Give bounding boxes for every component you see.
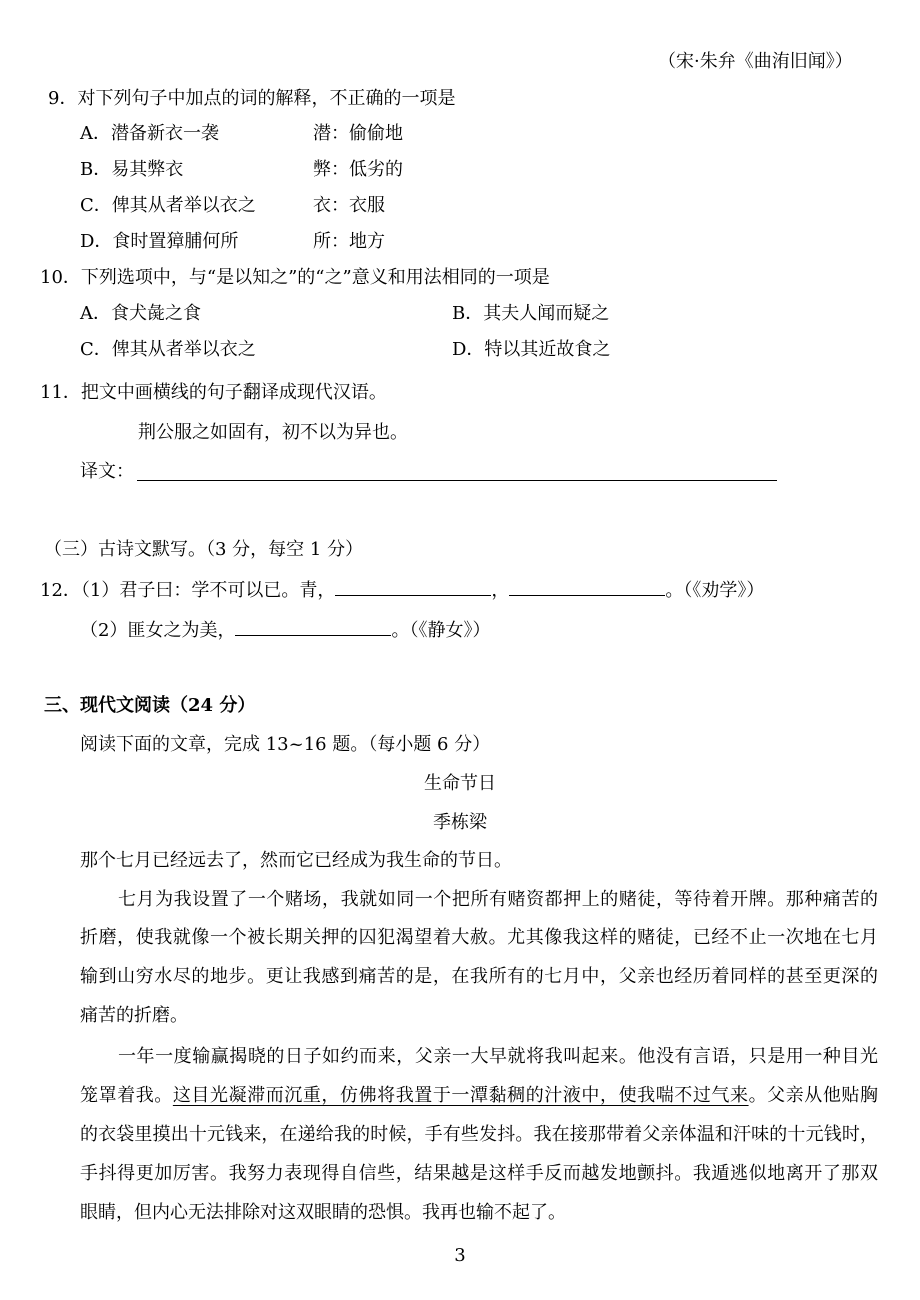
underlined-sentence: 这目光凝滞而沉重，仿佛将我置于一潭黏稠的汁液中，使我喘不过气来: [172, 1085, 749, 1106]
part-3-heading: 三、现代文阅读（24 分）: [44, 695, 256, 716]
article-author: 季栋梁: [433, 812, 487, 833]
q9-gloss-c: 衣：衣服: [313, 195, 385, 216]
q9-gloss-d: 所：地方: [313, 231, 385, 252]
section-3-heading: （三）古诗文默写。（3 分，每空 1 分）: [44, 539, 364, 560]
page-number: 3: [454, 1245, 466, 1266]
q10-option-d: D．特以其近故食之: [452, 339, 611, 360]
q10-option-c: C．俾其从者举以衣之: [80, 339, 256, 360]
q10-option-b: B．其夫人闻而疑之: [452, 303, 610, 324]
article-p2-line-1: 七月为我设置了一个赌场，我就如同一个把所有赌资都押上的赌徒，等待着开牌。那种痛苦的: [118, 889, 878, 910]
q12-p1-start: 12．（1）君子曰：学不可以已。青，: [40, 580, 336, 601]
article-p2-line-4: 痛苦的折磨。: [80, 1005, 188, 1026]
q9-gloss-b: 弊：低劣的: [313, 159, 403, 180]
article-p3-line-3: 的衣袋里摸出十元钱来，在递给我的时候，手有些发抖。我在接那带着父亲体温和汗味的十元钱时，: [80, 1124, 878, 1145]
q12-comma: ，: [491, 580, 510, 601]
article-title: 生命节日: [424, 773, 496, 794]
q9-option-d: D．食时置獐脯何所: [80, 231, 239, 252]
source-citation: （宋·朱弁《曲洧旧闻》）: [658, 51, 853, 72]
article-p3-line-1: 一年一度输赢揭晓的日子如约而来，父亲一大早就将我叫起来。他没有言语，只是用一种目光: [118, 1046, 878, 1067]
article-p2-line-3: 输到山穷水尽的地步。更让我感到痛苦的是，在我所有的七月中，父亲也经历着同样的甚至更深的: [80, 966, 878, 987]
question-12-part-1: [40, 577, 764, 603]
article-paragraph-1: 那个七月已经远去了，然而它已经成为我生命的节日。: [80, 850, 512, 871]
q9-gloss-a: 潜：偷偷地: [313, 123, 403, 144]
article-p2-line-2: 折磨，使我就像一个被长期关押的囚犯渴望着大赦。尤其像我这样的赌徒，已经不止一次地在七月: [80, 927, 878, 948]
q12-p2-start: （2）匪女之为美，: [80, 620, 236, 641]
q12-p1-end: 。（《劝学》）: [665, 580, 765, 601]
reading-instruction: 阅读下面的文章，完成 13~16 题。（每小题 6 分）: [80, 734, 491, 755]
q10-option-a: A．食犬彘之食: [80, 303, 201, 324]
q12-blank-3[interactable]: [235, 617, 391, 636]
article-p3-line-5: 眼睛，但内心无法排除对这双眼睛的恐惧。我再也输不起了。: [80, 1202, 566, 1223]
q11-answer-label: 译文：: [80, 461, 134, 482]
q11-sentence: 荆公服之如固有，初不以为异也。: [138, 422, 408, 443]
q12-blank-1[interactable]: [335, 577, 491, 596]
q9-option-b: B．易其弊衣: [80, 159, 184, 180]
q12-p2-end: 。（《静女》）: [391, 620, 491, 641]
article-p3-line-2: [80, 1084, 878, 1108]
q12-blank-2[interactable]: [509, 577, 665, 596]
q11-answer-line[interactable]: [137, 480, 777, 481]
question-11-stem: 11．把文中画横线的句子翻译成现代汉语。: [40, 382, 387, 403]
p3-line-2-post: 。父亲从他贴胸: [748, 1085, 879, 1106]
p3-line-2-pre: 笼罩着我。: [80, 1085, 173, 1106]
question-12-part-2: [80, 617, 490, 643]
question-10-stem: 10．下列选项中，与“是以知之”的“之”意义和用法相同的一项是: [40, 267, 550, 288]
q9-option-c: C．俾其从者举以衣之: [80, 195, 256, 216]
q9-option-a: A．潜备新衣一袭: [80, 123, 219, 144]
article-p3-line-4: 手抖得更加厉害。我努力表现得自信些，结果越是这样手反而越发地颤抖。我遁逃似地离开了那双: [80, 1163, 878, 1184]
question-9-stem: 9．对下列句子中加点的词的解释，不正确的一项是: [48, 88, 456, 109]
